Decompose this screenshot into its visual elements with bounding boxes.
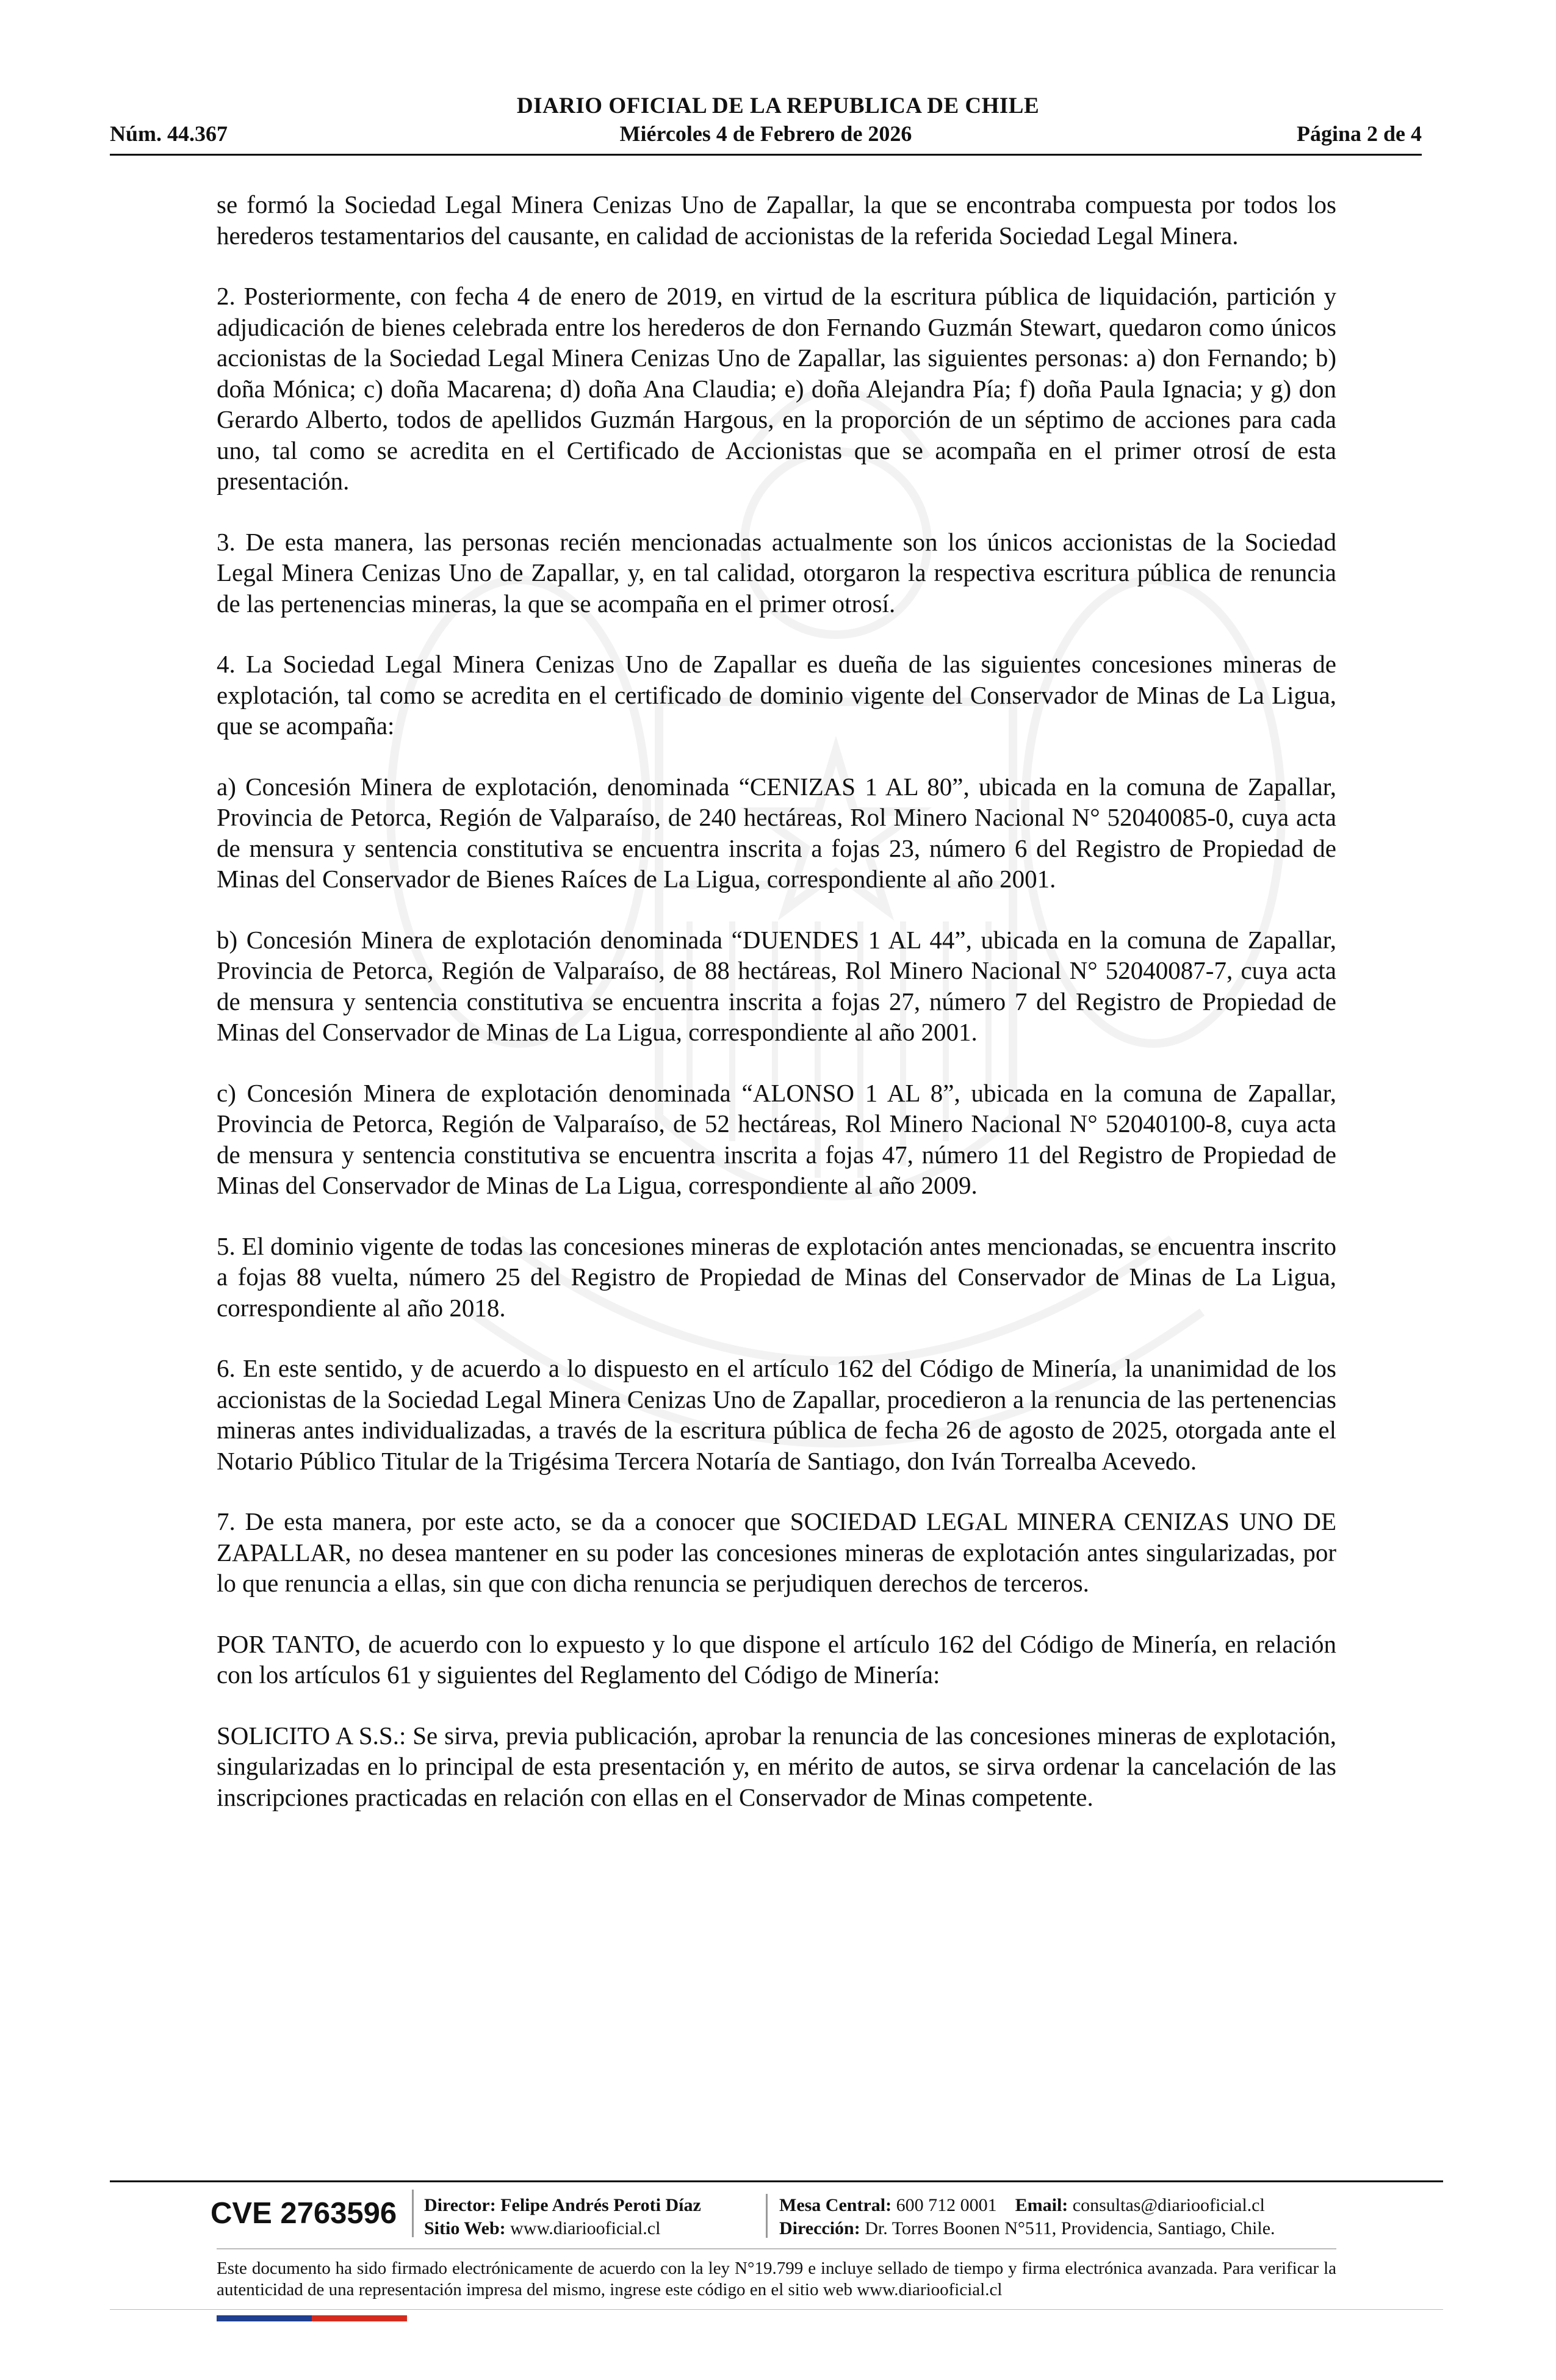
footer-director-block (424, 2194, 768, 2238)
mesa-label: Mesa Central: (779, 2195, 892, 2215)
footer-bottom-divider (110, 2309, 1443, 2310)
footer-note-divider (217, 2248, 1336, 2249)
paragraph: 3. De esta manera, las personas recién mencionadas actualmente son los únicos accionistas de la Sociedad Legal Minera Cenizas Uno de Zapallar, y, en tal calidad, otorgaron la respectiva escritura pública de renuncia de las pertenencias mineras, la que se acompaña en el primer otrosí. (217, 527, 1336, 618)
paragraph: 5. El dominio vigente de todas las concesiones mineras de explotación antes mencionadas, se encuentra inscrito a fojas 88 vuelta, número 25 del Registro de Propiedad de Minas del Conservador de Minas de La Ligua, correspondiente al año 2018. (217, 1231, 1336, 1322)
header-divider (110, 154, 1422, 156)
paragraph: SOLICITO A S.S.: Se sirva, previa publicación, aprobar la renuncia de las concesiones mineras de explotación, singularizadas en lo principal de esta presentación y, en mérito de autos, se sirva ordenar la cancelación de las inscripciones practicadas en relación con ellas en el Conservador de Minas competente. (217, 1721, 1336, 1811)
email-label: Email: (1015, 2195, 1068, 2215)
site-link[interactable]: www.diariooficial.cl (510, 2218, 661, 2238)
issue-number: Núm. 44.367 (110, 121, 228, 146)
site-label: Sitio Web: (424, 2218, 506, 2238)
footer-divider (110, 2180, 1443, 2182)
cve-code: CVE 2763596 (211, 2190, 414, 2237)
page-number: Página 2 de 4 (1296, 121, 1422, 146)
paragraph: se formó la Sociedad Legal Minera Cenizas Uno de Zapallar, la que se encontraba compuesta por todos los herederos testamentarios del causante, en calidad de accionistas de la referida Sociedad Legal Minera. (217, 190, 1336, 250)
document-body (217, 189, 1336, 1842)
paragraph: b) Concesión Minera de explotación denominada “DUENDES 1 AL 44”, ubicada en la comuna de Zapallar, Provincia de Petorca, Región de Valparaíso, de 88 hectáreas, Rol Minero Nacional N° 52040087-7, cuya acta de mensura y sentencia constitutiva se encuentra inscrita a fojas 27, número 7 del Registro de Propiedad de Minas del Conservador de Minas de La Ligua, correspondiente al año 2001. (217, 925, 1336, 1046)
director-name: Felipe Andrés Peroti Díaz (500, 2195, 701, 2215)
signature-note: Este documento ha sido firmado electrónicamente de acuerdo con la ley N°19.799 e incluye sellado de tiempo y firma electrónica avanzada. Para verificar la autenticidad de una representación impresa del mismo, ingrese este código en el sitio web www.diariooficial.cl (217, 2259, 1336, 2299)
paragraph: POR TANTO, de acuerdo con lo expuesto y lo que dispone el artículo 162 del Código de Minería, en relación con los artículos 61 y siguientes del Reglamento del Código de Minería: (217, 1629, 1336, 1689)
flag-color-bar (217, 2315, 407, 2321)
paragraph: c) Concesión Minera de explotación denominada “ALONSO 1 AL 8”, ubicada en la comuna de Zapallar, Provincia de Petorca, Región de Valparaíso, de 52 hectáreas, Rol Minero Nacional N° 52040100-8, cuya acta de mensura y sentencia constitutiva se encuentra inscrita a fojas 47, número 11 del Registro de Propiedad de Minas del Conservador de Minas de La Ligua, correspondiente al año 2009. (217, 1078, 1336, 1199)
email-link[interactable]: consultas@diariooficial.cl (1072, 2195, 1265, 2215)
footer-contact-block (779, 2194, 1359, 2240)
mesa-phone: 600 712 0001 (896, 2195, 997, 2215)
address-value: Dr. Torres Boonen N°511, Providencia, Santiago, Chile. (865, 2218, 1275, 2238)
issue-date: Miércoles 4 de Febrero de 2026 (619, 121, 912, 146)
address-label: Dirección: (779, 2218, 860, 2238)
flag-red-segment (312, 2315, 407, 2321)
paragraph: 4. La Sociedad Legal Minera Cenizas Uno de Zapallar es dueña de las siguientes concesiones mineras de explotación, tal como se acredita en el certificado de dominio vigente del Conservador de Minas de La Ligua, que se acompaña: (217, 650, 1336, 740)
flag-blue-segment (217, 2315, 312, 2321)
paragraph: 2. Posteriormente, con fecha 4 de enero de 2019, en virtud de la escritura pública de liquidación, partición y adjudicación de bienes celebrada entre los herederos de don Fernando Guzmán Stewart, quedaron como únicos accionistas de la Sociedad Legal Minera Cenizas Uno de Zapallar, las siguientes personas: a) don Fernando; b) doña Mónica; c) doña Macarena; d) doña Ana Claudia; e) doña Alejandra Pía; f) doña Paula Ignacia; y g) don Gerardo Alberto, todos de apellidos Guzmán Hargous, en la proporción de un séptimo de acciones para cada uno, tal como se acredita en el Certificado de Accionistas que se acompaña en el primer otrosí de esta presentación. (217, 282, 1336, 495)
newspaper-title: DIARIO OFICIAL DE LA REPUBLICA DE CHILE (516, 93, 1040, 118)
director-label: Director: (424, 2195, 496, 2215)
paragraph: 6. En este sentido, y de acuerdo a lo dispuesto en el artículo 162 del Código de Minería, la unanimidad de los accionistas de la Sociedad Legal Minera Cenizas Uno de Zapallar, procedieron a la renuncia de las pertenencias mineras antes individualizadas, a través de la escritura pública de fecha 26 de agosto de 2025, otorgada ante el Notario Público Titular de la Trigésima Tercera Notaría de Santiago, don Iván Torrealba Acevedo. (217, 1354, 1336, 1475)
paragraph: a) Concesión Minera de explotación, denominada “CENIZAS 1 AL 80”, ubicada en la comuna de Zapallar, Provincia de Petorca, Región de Valparaíso, de 240 hectáreas, Rol Minero Nacional N° 52040085-0, cuya acta de mensura y sentencia constitutiva se encuentra inscrita a fojas 23, número 6 del Registro de Propiedad de Minas del Conservador de Bienes Raíces de La Ligua, correspondiente al año 2001. (217, 772, 1336, 893)
header-row (110, 121, 1422, 151)
paragraph: 7. De esta manera, por este acto, se da a conocer que SOCIEDAD LEGAL MINERA CENIZAS UNO DE ZAPALLAR, no desea mantener en su poder las concesiones mineras de explotación antes singularizadas, por lo que renuncia a ellas, sin que con dicha renuncia se perjudiquen derechos de terceros. (217, 1507, 1336, 1597)
